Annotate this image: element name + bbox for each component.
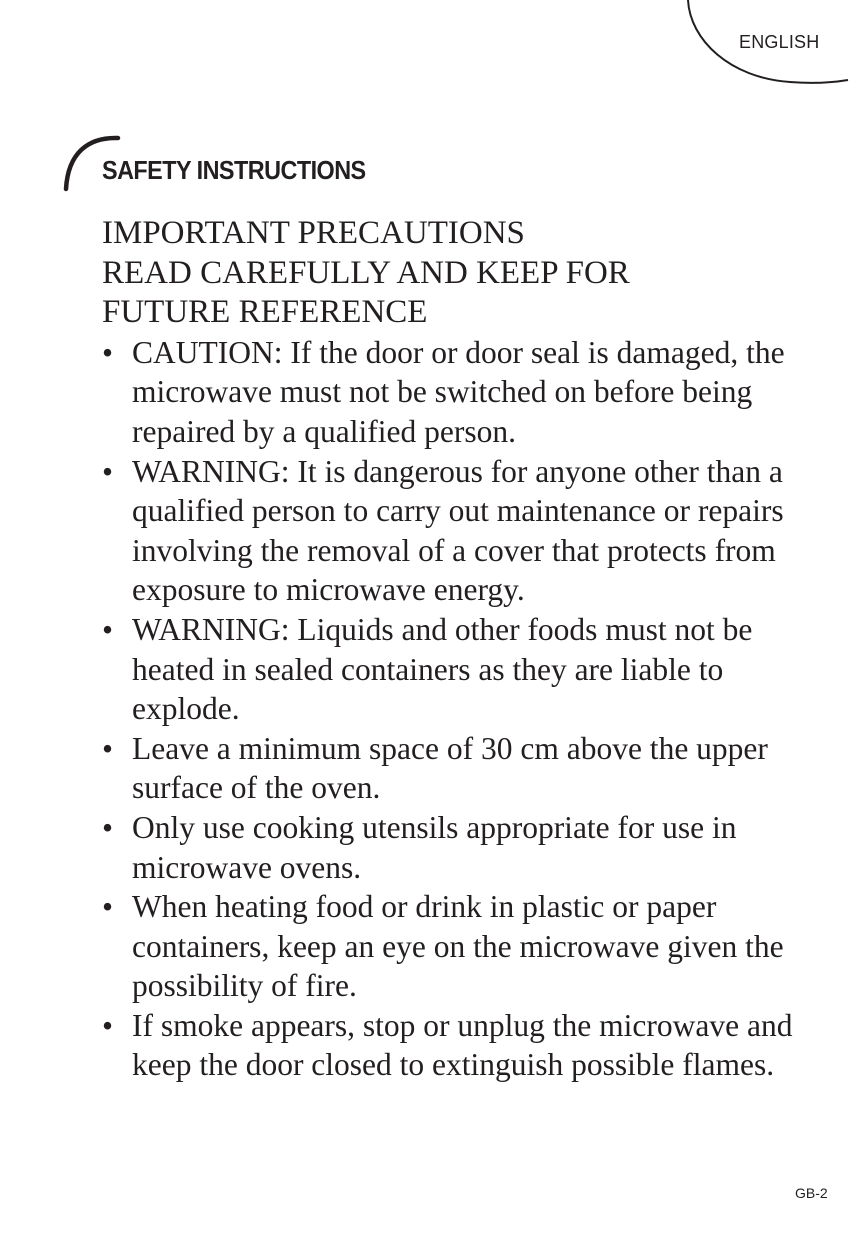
section-title: SAFETY INSTRUCTIONS [102,155,366,185]
precaution-item [102,729,802,808]
heading-line: IMPORTANT PRECAUTIONS [102,215,525,251]
bullet-icon: • [102,611,114,647]
heading-line: FUTURE REFERENCE [102,294,428,331]
precaution-text: When heating food or drink in plastic or paper containers, keep an eye on the microwave given the possibility of fire. [132,889,784,1004]
precaution-item [102,333,802,452]
important-heading [102,214,802,333]
precaution-item [102,1006,802,1085]
precaution-item [102,887,802,1006]
precaution-text: WARNING: Liquids and other foods must not be heated in sealed containers as they are liable to explode. [132,611,753,727]
precaution-text: CAUTION: If the door or door seal is damaged, the microwave must not be switched on before being repaired by a qualified person. [132,334,785,449]
precaution-item [102,452,802,610]
language-label: ENGLISH [739,32,820,52]
corner-arc-decoration [0,0,857,100]
precaution-text: Leave a minimum space of 30 cm above the upper surface of the oven. [132,730,768,806]
precaution-item [102,610,802,729]
safety-content [102,214,802,1085]
precautions-list [102,333,802,1085]
page-number: GB-2 [795,1185,828,1201]
precaution-text: WARNING: It is dangerous for anyone other than a qualified person to carry out maintenance or repairs involving the removal of a cover that protects from exposure to microwave energy. [132,453,784,608]
bullet-icon: • [102,809,114,845]
precaution-text: Only use cooking utensils appropriate for use in microwave ovens. [132,809,737,885]
precaution-text: If smoke appears, stop or unplug the microwave and keep the door closed to extinguish possible flames. [132,1007,793,1083]
precaution-item [102,808,802,887]
bullet-icon: • [102,1007,114,1043]
bullet-icon: • [102,889,114,925]
heading-line: READ CAREFULLY AND KEEP FOR [102,254,630,291]
bullet-icon: • [102,730,114,766]
bullet-icon: • [102,453,114,489]
bullet-icon: • [102,334,114,370]
